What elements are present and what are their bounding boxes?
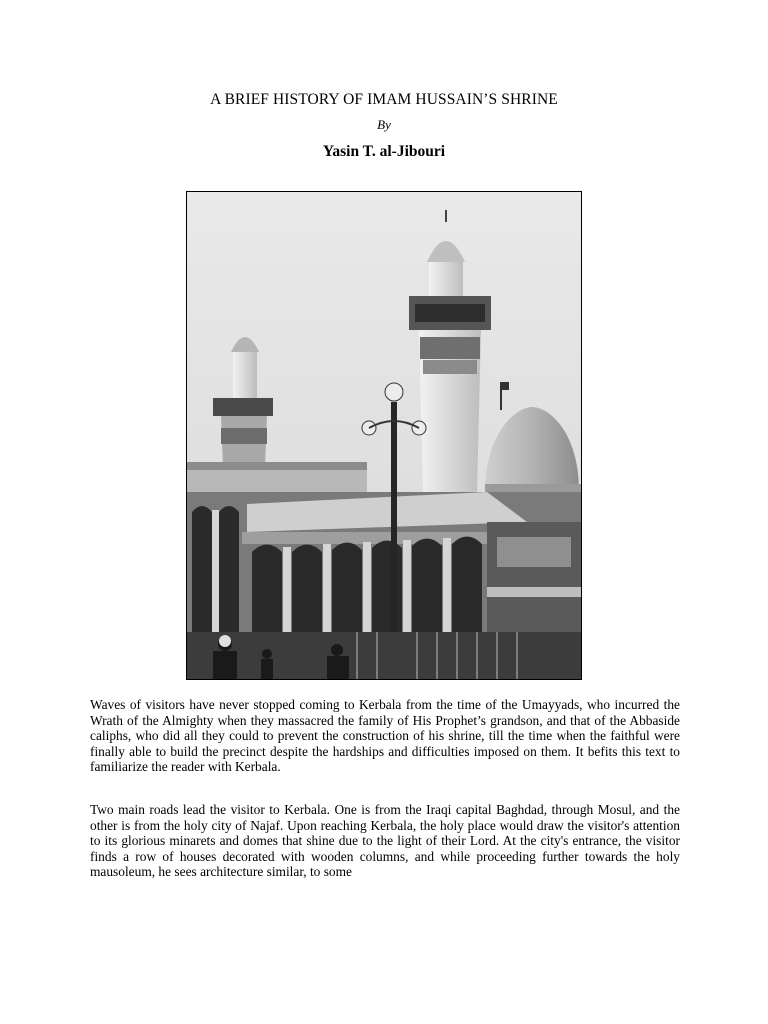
paragraph-text: Waves of visitors have never stopped coming to Kerbala from the time of the Umayyads, who incurred the Wrath of the Almighty when they massacred the family of His Prophet’s grandson, and that of the Abbaside caliphs, who did all they could to prevent the construction of his shrine, till the time when the faithful were finally able to build the precinct despite the hardships and difficulties imposed on them. It befits this text to familiarize the reader with Kerbala. bbox=[90, 697, 680, 775]
paragraph-text: Two main roads lead the visitor to Kerbala. One is from the Iraqi capital Baghdad, through Mosul, and the other is from the holy city of Najaf. Upon reaching Kerbala, the holy place would draw the visitor's attention to its glorious minarets and domes that shine due to the light of their Lord. At the city's entrance, the visitor finds a row of houses decorated with wooden columns, and while proceeding further towards the holy mausoleum, he sees architecture similar, to some bbox=[90, 802, 680, 880]
document-title: A BRIEF HISTORY OF IMAM HUSSAIN’S SHRINE bbox=[210, 91, 558, 108]
body-paragraph bbox=[90, 802, 680, 880]
author-name: Yasin T. al-Jibouri bbox=[322, 143, 446, 160]
shrine-photograph bbox=[186, 191, 582, 680]
body-paragraph bbox=[90, 697, 680, 775]
byline: By bbox=[377, 117, 391, 132]
